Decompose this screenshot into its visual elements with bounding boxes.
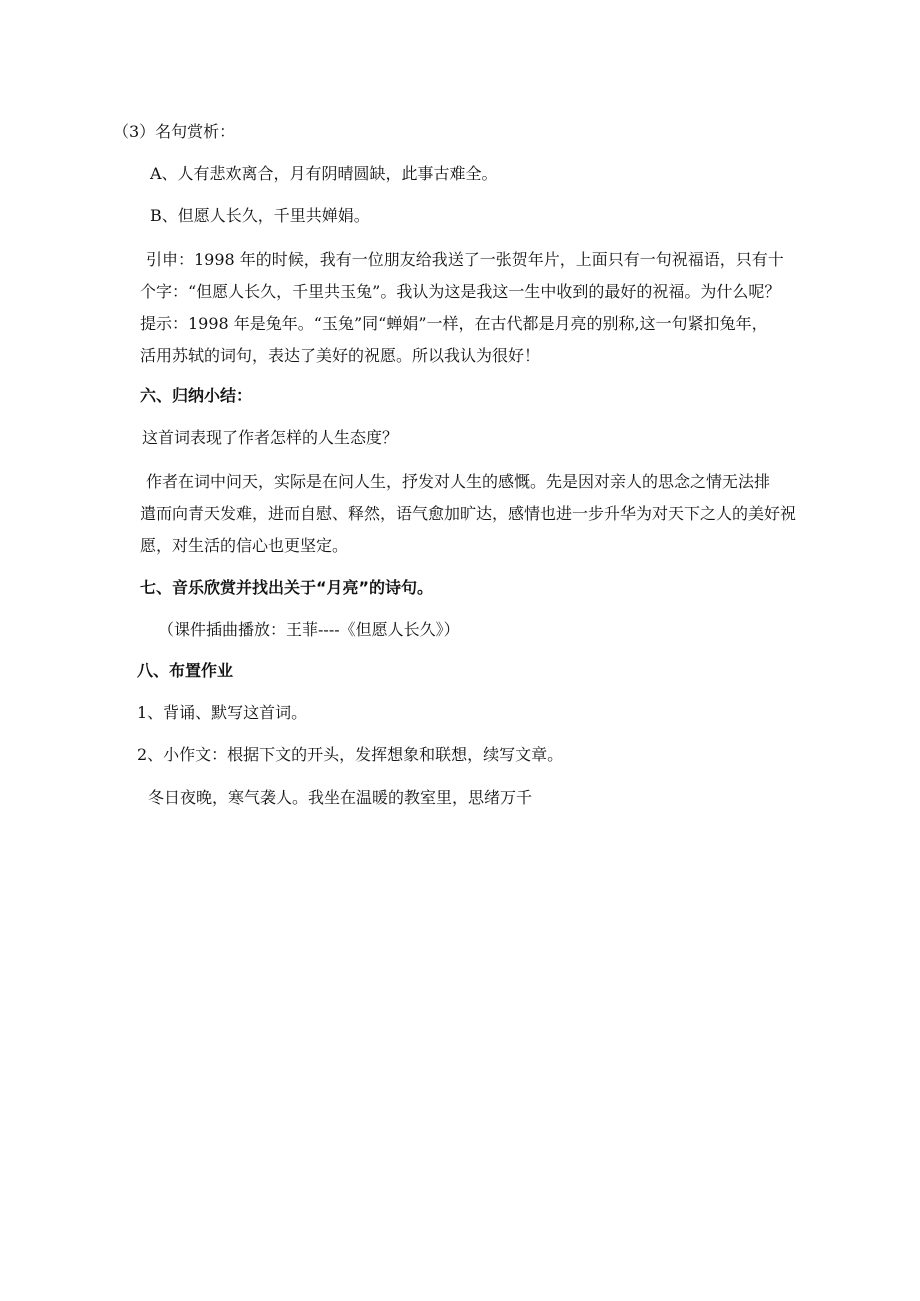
quote-a: A、人有悲欢离合，月有阴晴圆缺，此事古难全。: [150, 164, 498, 183]
quote-b: B、但愿人长久，千里共婵娟。: [150, 206, 370, 225]
section-6-heading: 六、归纳小结：: [140, 386, 253, 405]
extension-line-3: 提示：1998 年是兔年。“玉兔”同“蝉娟”一样，在古代都是月亮的别称,这一句紧扣兔年，: [140, 314, 768, 333]
section-7-note: （课件插曲播放：王菲----《但愿人长久》）: [158, 620, 460, 639]
answer-line-3: 愿，对生活的信心也更坚定。: [140, 536, 349, 555]
section-6-question: 这首词表现了作者怎样的人生态度？: [142, 428, 399, 447]
section-8-heading: 八、布置作业: [137, 661, 234, 680]
extension-line-1: 引申：1998 年的时候，我有一位朋友给我送了一张贺年片，上面只有一句祝福语，只有十: [146, 250, 784, 269]
answer-line-2: 遣而向青天发难，进而自慰、释然，语气愈加旷达，感情也进一步升华为对天下之人的美好祝: [140, 504, 797, 523]
section-6-answer: [140, 466, 797, 562]
answer-line-1: 作者在词中问天，实际是在问人生，抒发对人生的感慨。先是因对亲人的思念之情无法排: [146, 472, 771, 491]
section-7-heading: 七、音乐欣赏并找出关于“月亮”的诗句。: [140, 578, 434, 597]
homework-item-1: 1、背诵、默写这首词。: [137, 703, 308, 722]
essay-opening: 冬日夜晚，寒气袭人。我坐在温暖的教室里，思绪万千: [148, 788, 533, 807]
extension-line-4: 活用苏轼的词句，表达了美好的祝愿。所以我认为很好！: [140, 346, 541, 365]
item3-heading: （3）名句赏析：: [113, 122, 236, 141]
extension-line-2: 个字：“但愿人长久，千里共玉兔”。我认为这是我这一生中收到的最好的祝福。为什么呢？: [140, 282, 781, 301]
extension-paragraph: [140, 244, 790, 372]
homework-item-2: 2、小作文：根据下文的开头，发挥想象和联想，续写文章。: [137, 745, 564, 764]
